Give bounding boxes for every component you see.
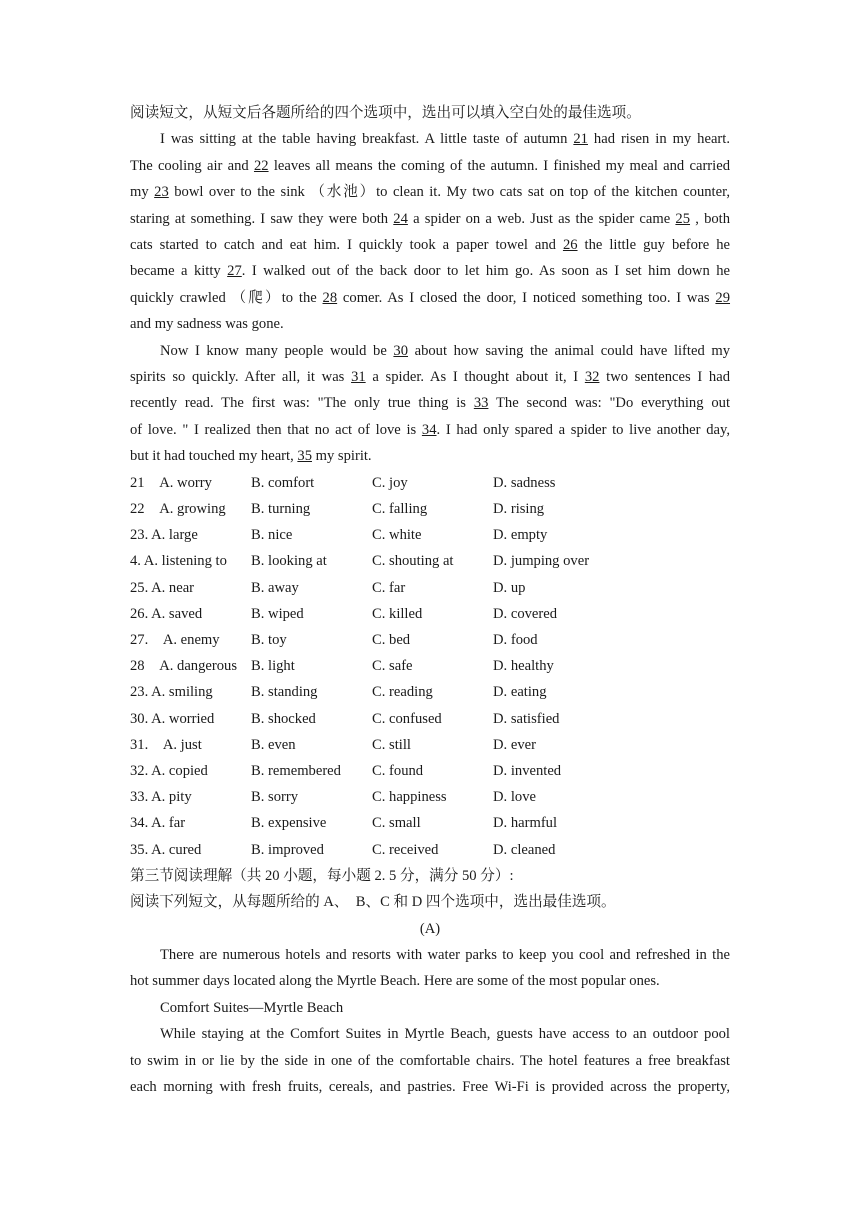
cloze-line: cats started to catch and eat him. I quickly took a paper towel and 26 the little guy before he	[130, 237, 730, 254]
passage-heading: Comfort Suites—Myrtle Beach	[160, 999, 344, 1016]
cloze-line: my 23 bowl over to the sink （水池）to clean it. My two cats sat on top of the kitchen counter,	[130, 184, 731, 201]
option-row: 35. A. cured B. improved C. received D. cleaned	[130, 841, 556, 858]
option-row: 22 A. growing B. turning C. falling D. rising	[130, 500, 545, 517]
cloze-line: staring at something. I saw they were both 24 a spider on a web. Just as the spider came 25 , both	[130, 210, 731, 227]
cloze-line: quickly crawled （爬）to the 28 comer. As I closed the door, I noticed something too. I was 29	[130, 289, 731, 306]
blank-28: 28	[322, 289, 338, 306]
section-title: 第三节阅读理解（共 20 小题，每小题 2. 5 分，满分 50 分）:	[130, 867, 514, 884]
blank-27: 27	[227, 263, 242, 280]
option-row: 26. A. saved B. wiped C. killed D. covered	[130, 605, 558, 622]
blank-22: 22	[253, 157, 269, 174]
passage-line: hot summer days located along the Myrtle Beach. Here are some of the most popular ones.	[130, 973, 660, 990]
reading-passage-a	[130, 942, 730, 1100]
cloze-line: Now I know many people would be 30 about how saving the animal could have lifted my	[160, 342, 730, 359]
exam-page	[130, 100, 730, 1100]
cloze-line: The cooling air and 22 leaves all means the coming of the autumn. I finished my meal and carried	[130, 157, 730, 174]
cloze-instruction: 阅读短文，从短文后各题所给的四个选项中，选出可以填入空白处的最佳选项。	[130, 105, 641, 121]
cloze-line: but it had touched my heart, 35 my spirit.	[130, 448, 372, 465]
passage-line: There are numerous hotels and resorts with water parks to keep you cool and refreshed in the	[160, 946, 730, 963]
blank-26: 26	[562, 237, 578, 254]
passage-line: to swim in or lie by the side in one of the comfortable chairs. The hotel features a free breakfast	[130, 1052, 730, 1069]
cloze-line: I was sitting at the table having breakfast. A little taste of autumn 21 had risen in my heart.	[160, 131, 730, 148]
blank-32: 32	[584, 369, 600, 386]
option-row: 32. A. copied B. remembered C. found D. invented	[130, 762, 562, 779]
blank-25: 25	[675, 210, 691, 227]
blank-23: 23	[154, 184, 169, 201]
passage-label: (A)	[419, 920, 441, 937]
option-row: 27. A. enemy B. toy C. bed D. food	[130, 631, 538, 648]
blank-29: 29	[715, 289, 731, 306]
options-list	[130, 470, 730, 863]
option-row: 31. A. just B. even C. still D. ever	[130, 736, 536, 753]
option-row: 34. A. far B. expensive C. small D. harmful	[130, 815, 558, 832]
cloze-line: recently read. The first was: "The only true thing is 33 The second was: "Do everything out	[130, 395, 730, 412]
cloze-line: of love. " I realized then that no act of love is 34. I had only spared a spider to live another day,	[130, 421, 730, 438]
option-row: 23. A. large B. nice C. white D. empty	[130, 527, 548, 544]
option-row: 25. A. near B. away C. far D. up	[130, 579, 526, 596]
option-row: 4. A. listening to B. looking at C. shouting at D. jumping over	[130, 553, 590, 570]
cloze-line: and my sadness was gone.	[130, 316, 284, 333]
option-row: 28 A. dangerous B. light C. safe D. healthy	[130, 658, 554, 675]
blank-30: 30	[393, 342, 409, 359]
passage-line: each morning with fresh fruits, cereals, and pastries. Free Wi-Fi is provided across the property,	[130, 1078, 730, 1095]
cloze-passage	[130, 126, 730, 469]
blank-35: 35	[297, 448, 312, 465]
cloze-line: became a kitty 27. I walked out of the back door to let him go. As soon as I set him down he	[130, 263, 730, 280]
blank-33: 33	[473, 395, 489, 412]
passage-line: While staying at the Comfort Suites in Myrtle Beach, guests have access to an outdoor pool	[160, 1026, 730, 1043]
blank-24: 24	[393, 210, 408, 227]
option-row: 33. A. pity B. sorry C. happiness D. love	[130, 789, 536, 806]
blank-34: 34	[421, 421, 437, 438]
option-row: 23. A. smiling B. standing C. reading D. eating	[130, 684, 547, 701]
reading-instruction: 阅读下列短文，从每题所给的 A、 B、C 和 D 四个选项中，选出最佳选项。	[130, 894, 616, 911]
blank-21: 21	[573, 131, 588, 148]
blank-31: 31	[351, 369, 366, 386]
option-row: 21 A. worry B. comfort C. joy D. sadness	[130, 474, 556, 491]
cloze-line: spirits so quickly. After all, it was 31 a spider. As I thought about it, I 32 two sentences I had	[130, 369, 730, 386]
option-row: 30. A. worried B. shocked C. confused D. satisfied	[130, 710, 560, 727]
